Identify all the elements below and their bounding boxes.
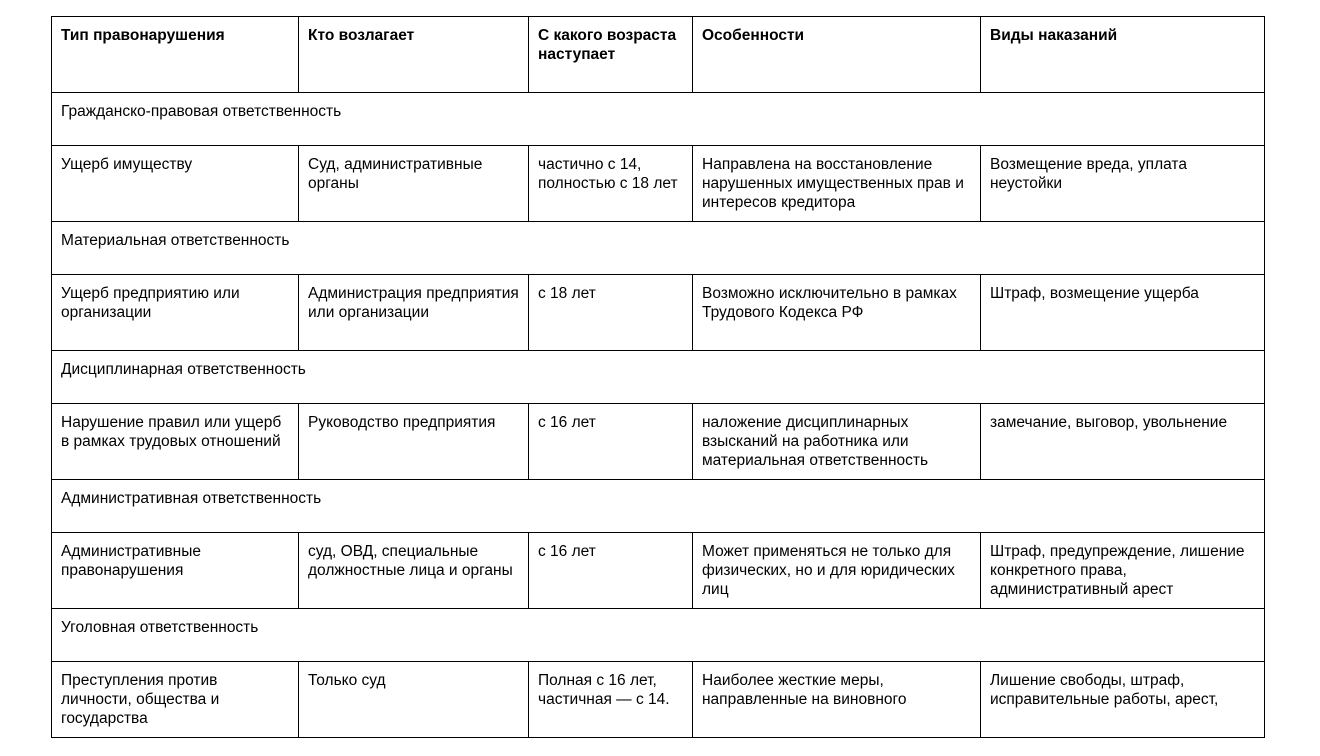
section-title-disciplinary: Дисциплинарная ответственность bbox=[52, 351, 1265, 404]
cell-imposed-by: Только суд bbox=[299, 662, 529, 738]
cell-offense-type: Нарушение правил или ущерб в рамках трудовых отношений bbox=[52, 404, 299, 480]
cell-offense-type: Преступления против личности, общества и государства bbox=[52, 662, 299, 738]
header-row bbox=[52, 17, 1265, 93]
cell-offense-type: Административные правонарушения bbox=[52, 533, 299, 609]
table-row bbox=[52, 404, 1265, 480]
cell-imposed-by: суд, ОВД, специальные должностные лица и органы bbox=[299, 533, 529, 609]
cell-penalties: Штраф, предупреждение, лишение конкретного права, административный арест bbox=[981, 533, 1265, 609]
header-offense-type: Тип правонарушения bbox=[52, 17, 299, 93]
cell-age: с 16 лет bbox=[529, 404, 693, 480]
section-title-civil: Гражданско-правовая ответственность bbox=[52, 93, 1265, 146]
cell-penalties: замечание, выговор, увольнение bbox=[981, 404, 1265, 480]
section-row bbox=[52, 609, 1265, 662]
section-title-administrative: Административная ответственность bbox=[52, 480, 1265, 533]
cell-imposed-by: Руководство предприятия bbox=[299, 404, 529, 480]
cell-features: Направлена на восстановление нарушенных имущественных прав и интересов кредитора bbox=[693, 146, 981, 222]
header-age: С какого возраста наступает bbox=[529, 17, 693, 93]
cell-features: Может применяться не только для физических, но и для юридических лиц bbox=[693, 533, 981, 609]
table-row bbox=[52, 275, 1265, 351]
section-row bbox=[52, 351, 1265, 404]
cell-age: с 18 лет bbox=[529, 275, 693, 351]
cell-age: Полная с 16 лет, частичная — с 14. bbox=[529, 662, 693, 738]
header-features: Особенности bbox=[693, 17, 981, 93]
cell-features: Возможно исключительно в рамках Трудового Кодекса РФ bbox=[693, 275, 981, 351]
section-row bbox=[52, 222, 1265, 275]
cell-age: с 16 лет bbox=[529, 533, 693, 609]
cell-imposed-by: Суд, административные органы bbox=[299, 146, 529, 222]
cell-penalties: Лишение свободы, штраф, исправительные работы, арест, bbox=[981, 662, 1265, 738]
table-row bbox=[52, 662, 1265, 738]
cell-imposed-by: Администрация предприятия или организации bbox=[299, 275, 529, 351]
table-row bbox=[52, 533, 1265, 609]
section-row bbox=[52, 93, 1265, 146]
cell-penalties: Штраф, возмещение ущерба bbox=[981, 275, 1265, 351]
header-imposed-by: Кто возлагает bbox=[299, 17, 529, 93]
cell-age: частично с 14, полностью с 18 лет bbox=[529, 146, 693, 222]
header-penalties: Виды наказаний bbox=[981, 17, 1265, 93]
table-row bbox=[52, 146, 1265, 222]
section-title-material: Материальная ответственность bbox=[52, 222, 1265, 275]
cell-features: Наиболее жесткие меры, направленные на виновного bbox=[693, 662, 981, 738]
cell-offense-type: Ущерб имуществу bbox=[52, 146, 299, 222]
liability-table bbox=[51, 16, 1265, 738]
section-row bbox=[52, 480, 1265, 533]
cell-features: наложение дисциплинарных взысканий на работника или материальная ответственность bbox=[693, 404, 981, 480]
section-title-criminal: Уголовная ответственность bbox=[52, 609, 1265, 662]
cell-penalties: Возмещение вреда, уплата неустойки bbox=[981, 146, 1265, 222]
cell-offense-type: Ущерб предприятию или организации bbox=[52, 275, 299, 351]
